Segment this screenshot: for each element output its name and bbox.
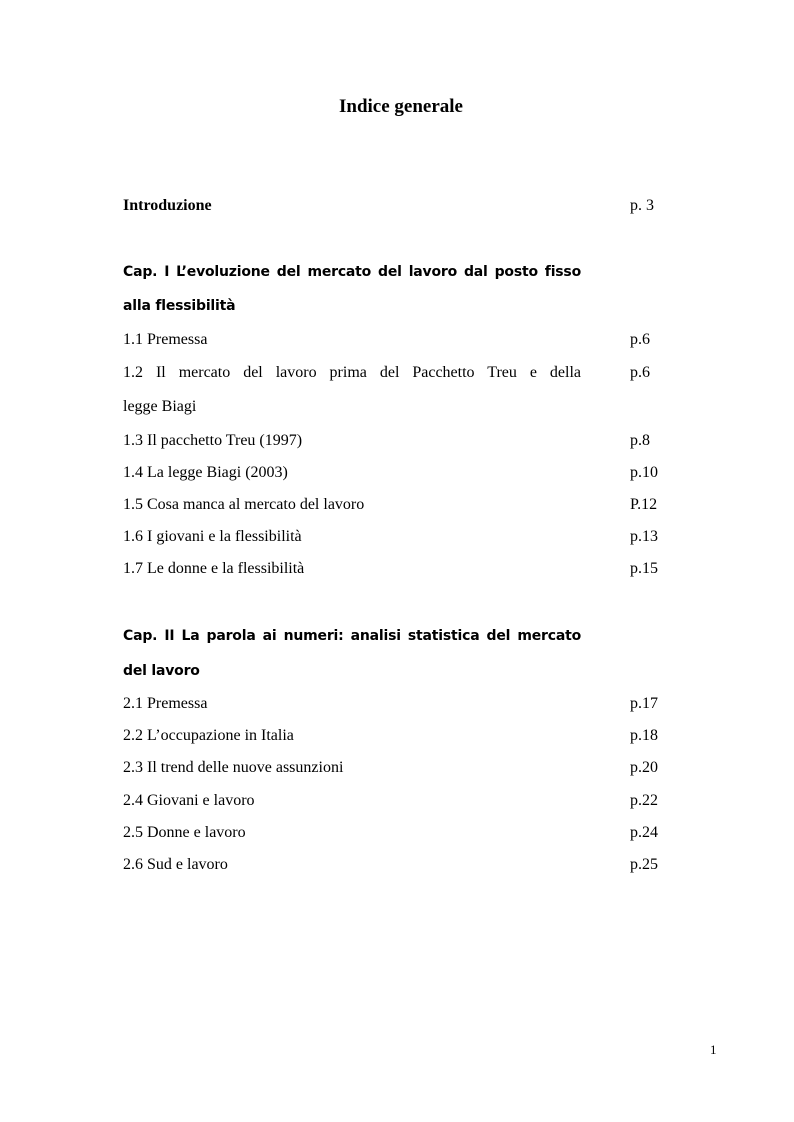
toc-entry-1-4: 1.4 La legge Biagi (2003) <box>123 464 288 481</box>
toc-entry-1-7: 1.7 Le donne e la flessibilità <box>123 560 305 577</box>
toc-page-2-5: p.24 <box>630 824 658 841</box>
toc-page-1-7: p.15 <box>630 560 658 577</box>
toc-page-introduction: p. 3 <box>630 197 654 214</box>
toc-page-2-6: p.25 <box>630 856 658 873</box>
toc-entry-introduction: Introduzione <box>123 197 212 214</box>
toc-page-2-1: p.17 <box>630 695 658 712</box>
chapter-2-heading: Cap. II La parola ai numeri: analisi statistica del mercato <box>123 628 581 644</box>
toc-entry-1-3: 1.3 Il pacchetto Treu (1997) <box>123 432 303 449</box>
toc-entry-2-4: 2.4 Giovani e lavoro <box>123 792 255 809</box>
toc-page-2-2: p.18 <box>630 727 658 744</box>
toc-page-2-4: p.22 <box>630 792 658 809</box>
toc-entry-1-2-cont: legge Biagi <box>123 398 197 415</box>
chapter-1-heading-cont: alla flessibilità <box>123 298 236 314</box>
toc-entry-1-1: 1.1 Premessa <box>123 331 208 348</box>
toc-entry-1-5: 1.5 Cosa manca al mercato del lavoro <box>123 496 365 513</box>
toc-entry-2-3: 2.3 Il trend delle nuove assunzioni <box>123 759 344 776</box>
toc-page-1-6: p.13 <box>630 528 658 545</box>
chapter-2-heading-cont: del lavoro <box>123 663 200 679</box>
toc-entry-2-6: 2.6 Sud e lavoro <box>123 856 228 873</box>
toc-entry-2-1: 2.1 Premessa <box>123 695 208 712</box>
toc-page-1-2: p.6 <box>630 364 650 381</box>
toc-entry-2-2: 2.2 L’occupazione in Italia <box>123 727 294 744</box>
toc-page-1-4: p.10 <box>630 464 658 481</box>
page-title: Indice generale <box>338 96 463 117</box>
chapter-1-heading: Cap. I L’evoluzione del mercato del lavoro dal posto fisso <box>123 264 581 280</box>
page-number: 1 <box>710 1042 717 1057</box>
toc-entry-1-6: 1.6 I giovani e la flessibilità <box>123 528 302 545</box>
toc-page-1-3: p.8 <box>630 432 650 449</box>
toc-page-1-5: P.12 <box>630 496 658 513</box>
toc-page-1-1: p.6 <box>630 331 650 348</box>
toc-page-2-3: p.20 <box>630 759 658 776</box>
toc-entry-2-5: 2.5 Donne e lavoro <box>123 824 246 841</box>
toc-entry-1-2: 1.2 Il mercato del lavoro prima del Pacchetto Treu e della <box>123 364 581 381</box>
